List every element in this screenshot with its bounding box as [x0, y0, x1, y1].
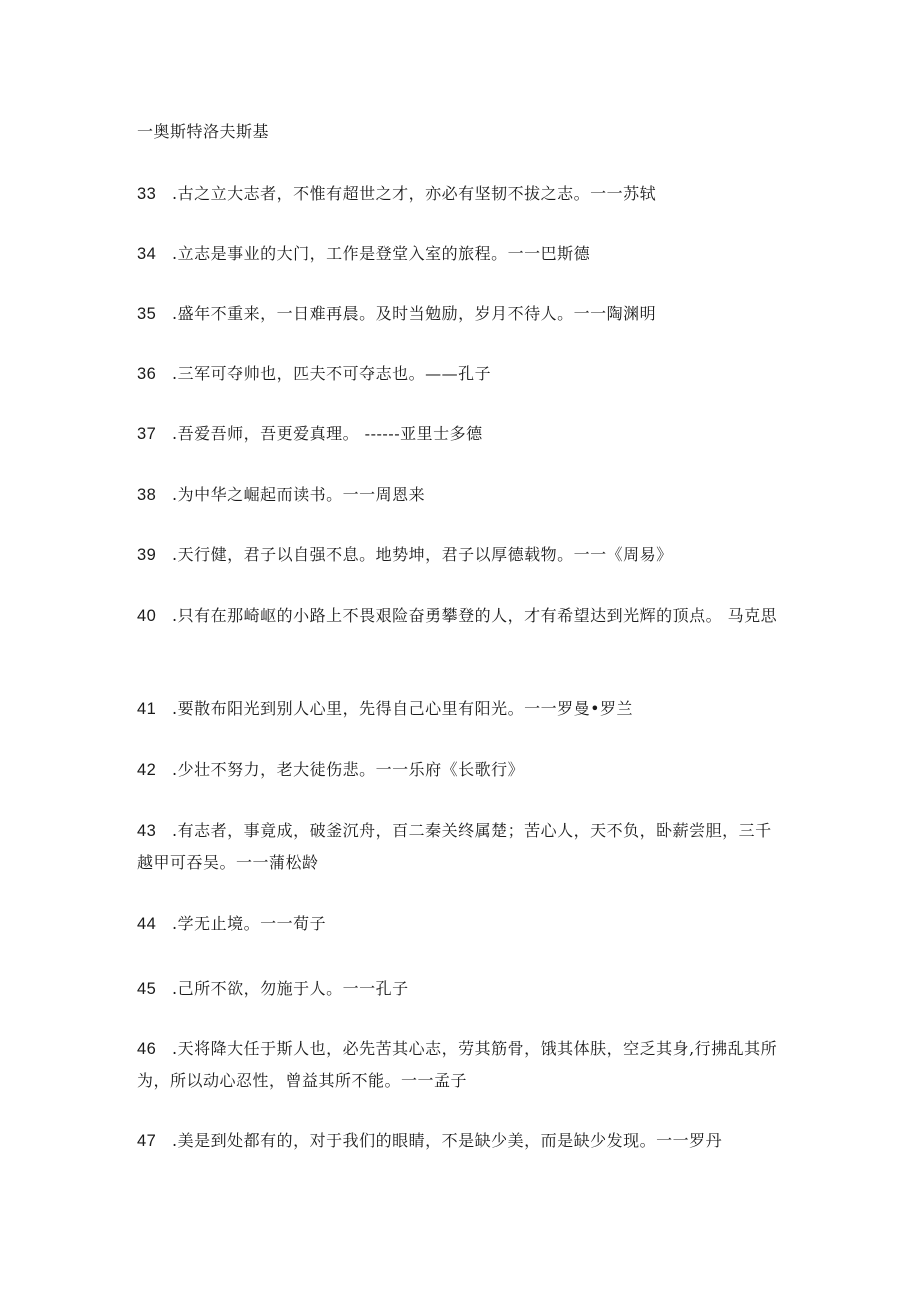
quote-item [137, 908, 787, 940]
quote-number: 41 [137, 700, 157, 718]
quote-item [137, 298, 787, 330]
quote-text: .天将降大任于斯人也，必先苦其心志，劳其筋骨，饿其体肤，空乏其身,行拂乱其所为，所以动心忍性，曾益其所不能。一一孟子 [137, 1039, 778, 1090]
quote-item [137, 479, 787, 511]
quote-item [137, 238, 787, 270]
quote-text: .学无止境。一一荀子 [172, 914, 327, 933]
quote-number: 42 [137, 761, 157, 779]
quote-number: 47 [137, 1132, 157, 1150]
quote-item [137, 973, 787, 1005]
quote-text: .只有在那崎岖的小路上不畏艰险奋勇攀登的人，才有希望达到光辉的顶点。 马克思 [172, 606, 778, 625]
quote-number: 39 [137, 546, 157, 564]
quote-item [137, 754, 787, 786]
quote-text: .天行健，君子以自强不息。地势坤，君子以厚德载物。一一《周易》 [172, 545, 673, 564]
quote-item [137, 1125, 787, 1157]
quote-number: 35 [137, 305, 157, 323]
quote-number: 33 [137, 185, 157, 203]
quote-item [137, 358, 787, 390]
quote-text: .要散布阳光到别人心里，先得自己心里有阳光。一一罗曼•罗兰 [172, 699, 634, 718]
quote-item [137, 539, 787, 571]
quote-number: 44 [137, 915, 157, 933]
quote-item [137, 815, 787, 878]
quote-number: 40 [137, 607, 157, 625]
quote-text: .美是到处都有的，对于我们的眼睛，不是缺少美，而是缺少发现。一一罗丹 [172, 1131, 723, 1150]
quote-text: .为中华之崛起而读书。一一周恩来 [172, 485, 426, 504]
quote-number: 45 [137, 980, 157, 998]
quote-text: .己所不欲，勿施于人。一一孔子 [172, 979, 409, 998]
quote-item [137, 178, 787, 210]
quote-text: .三军可夺帅也，匹夫不可夺志也。——孔子 [172, 364, 492, 383]
quote-number: 36 [137, 365, 157, 383]
quote-text: .少壮不努力，老大徒伤悲。一一乐府《长歌行》 [172, 760, 525, 779]
quote-number: 43 [137, 822, 157, 840]
quote-text: .盛年不重来，一日难再晨。及时当勉励，岁月不待人。一一陶渊明 [172, 304, 657, 323]
quote-item [137, 693, 787, 725]
quote-number: 34 [137, 245, 157, 263]
quote-text: .古之立大志者，不惟有超世之才，亦必有坚韧不拔之志。一一苏轼 [172, 184, 657, 203]
quote-item [137, 418, 787, 450]
quote-text: .有志者，事竟成，破釜沉舟，百二秦关终属楚；苦心人，天不负，卧薪尝胆，三千越甲可吞吴。一一蒲松龄 [137, 821, 772, 872]
quote-number: 46 [137, 1040, 157, 1058]
quote-item [137, 600, 787, 632]
intro-line: 一奥斯特洛夫斯基 [137, 122, 270, 141]
quote-text: .吾爱吾师，吾更爱真理。 ------亚里士多德 [172, 424, 483, 443]
quote-number: 37 [137, 425, 157, 443]
quote-number: 38 [137, 486, 157, 504]
quote-text: .立志是事业的大门，工作是登堂入室的旅程。一一巴斯德 [172, 244, 591, 263]
quote-item [137, 1033, 787, 1096]
